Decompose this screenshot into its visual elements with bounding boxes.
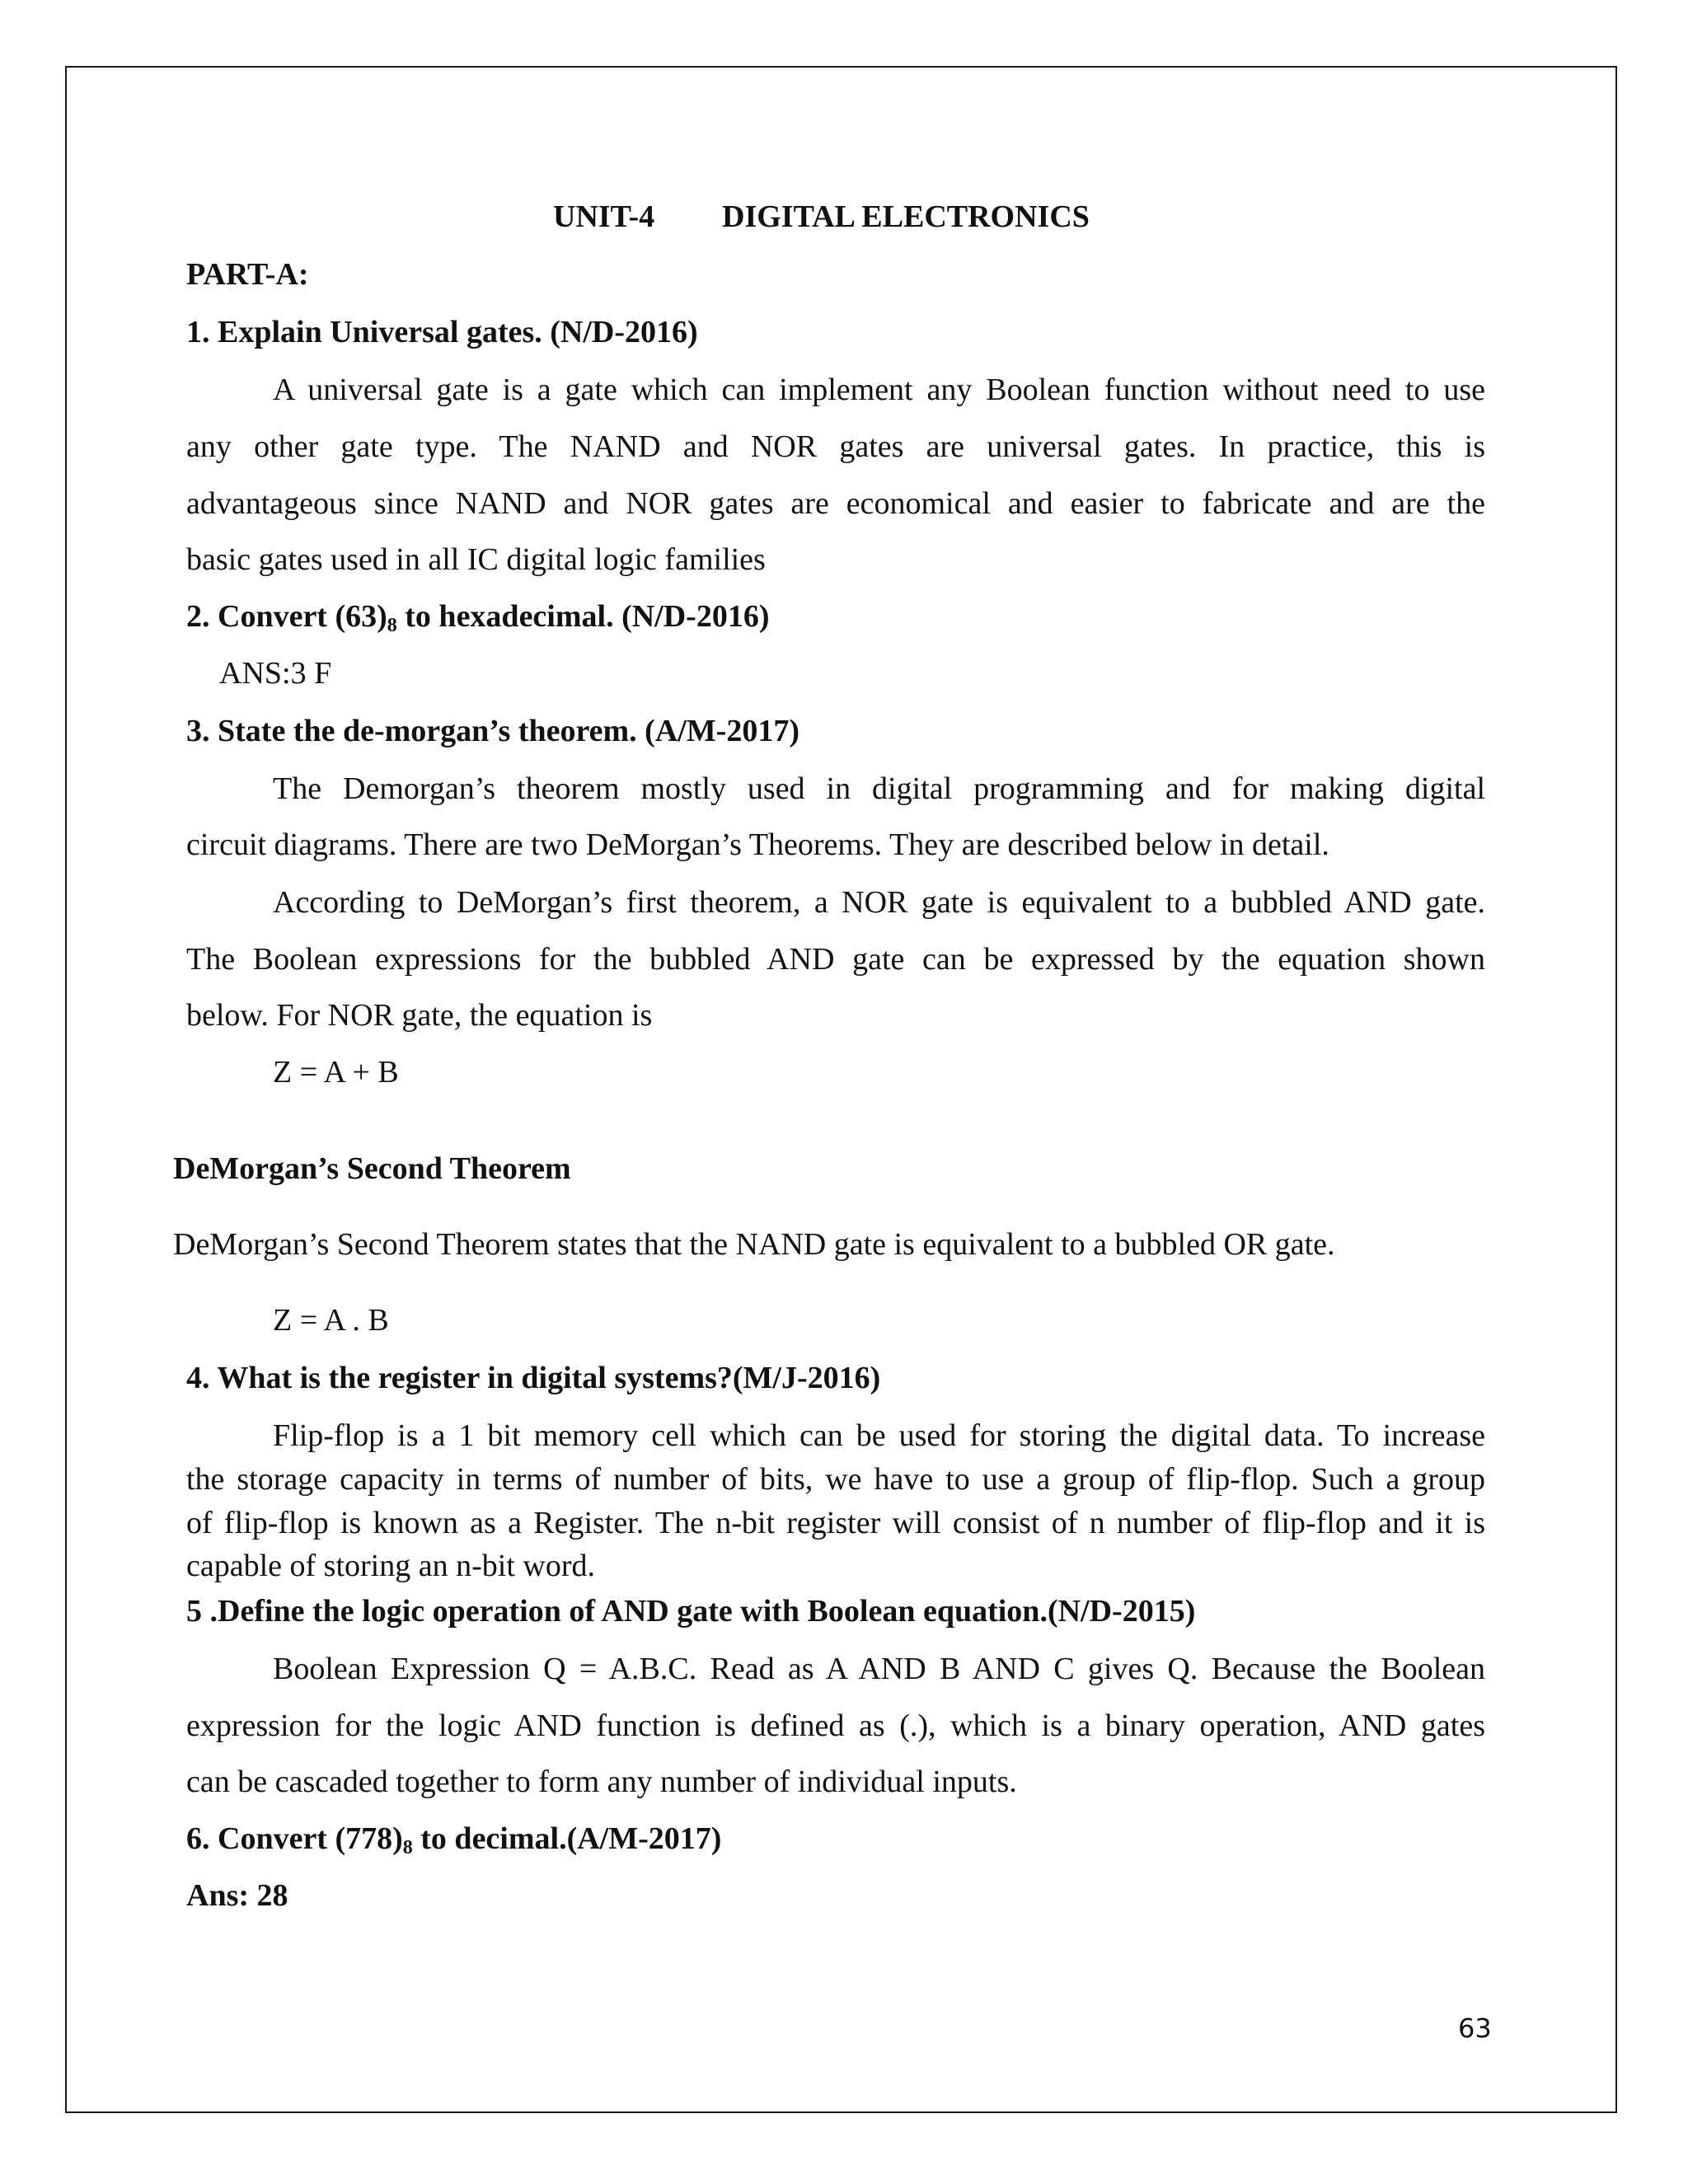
- q4-line-2: the storage capacity in terms of number of bits, we have to use a group of flip-flop. Such a group: [186, 1462, 1485, 1497]
- q3-para2-line-2: The Boolean expressions for the bubbled AND gate can be expressed by the equation shown: [186, 942, 1485, 977]
- q6-answer: Ans: 28: [186, 1878, 288, 1913]
- q2-heading-post: to hexadecimal. (N/D-2016): [396, 599, 770, 634]
- q1-line-1: A universal gate is a gate which can implement any Boolean function without need to use: [273, 373, 1485, 407]
- page-number: 63: [1458, 2013, 1492, 2044]
- question-4-heading: 4. What is the register in digital systems?(M/J-2016): [186, 1361, 881, 1395]
- nor-equation: Z = A + B: [273, 1055, 399, 1090]
- question-1-heading: 1. Explain Universal gates. (N/D-2016): [186, 315, 698, 349]
- q6-heading-subscript: 8: [402, 1837, 413, 1858]
- q5-line-3: can be cascaded together to form any number of individual inputs.: [186, 1765, 1017, 1799]
- q1-line-2: any other gate type. The NAND and NOR gates are universal gates. In practice, this is: [186, 429, 1485, 464]
- demorgan-second-heading: DeMorgan’s Second Theorem: [173, 1151, 571, 1186]
- question-3-heading: 3. State the de-morgan’s theorem. (A/M-2017): [186, 714, 799, 748]
- q3-para2-line-1: According to DeMorgan’s first theorem, a NOR gate is equivalent to a bubbled AND gate.: [273, 885, 1485, 920]
- nand-equation: Z = A . B: [273, 1303, 389, 1338]
- q5-line-2: expression for the logic AND function is defined as (.), which is a binary operation, AND gates: [186, 1708, 1485, 1743]
- q2-heading-pre: 2. Convert (63): [186, 599, 387, 634]
- q3-para2-line-3: below. For NOR gate, the equation is: [186, 998, 653, 1033]
- q2-heading-subscript: 8: [387, 615, 397, 636]
- q4-line-4: capable of storing an n-bit word.: [186, 1549, 595, 1583]
- question-2-heading: [186, 599, 769, 635]
- q4-line-1: Flip-flop is a 1 bit memory cell which can be used for storing the digital data. To increase: [273, 1418, 1485, 1453]
- q5-line-1: Boolean Expression Q = A.B.C. Read as A AND B AND C gives Q. Because the Boolean: [273, 1652, 1485, 1686]
- unit-label: UNIT-4: [553, 199, 655, 234]
- subject-title: DIGITAL ELECTRONICS: [722, 199, 1090, 234]
- q1-line-4: basic gates used in all IC digital logic families: [186, 542, 766, 577]
- q6-heading-pre: 6. Convert (778): [186, 1821, 403, 1856]
- q1-line-3: advantageous since NAND and NOR gates are economical and easier to fabricate and are the: [186, 486, 1485, 521]
- question-6-heading: [186, 1821, 721, 1858]
- q2-answer: ANS:3 F: [219, 656, 332, 691]
- q4-line-3: of flip-flop is known as a Register. The n-bit register will consist of n number of flip-flop and it is: [186, 1506, 1485, 1540]
- demorgan-second-text: DeMorgan’s Second Theorem states that the NAND gate is equivalent to a bubbled OR gate.: [173, 1227, 1335, 1262]
- part-label: PART-A:: [186, 257, 309, 292]
- question-5-heading: 5 .Define the logic operation of AND gate with Boolean equation.(N/D-2015): [186, 1594, 1196, 1629]
- q3-para1-line-1: The Demorgan’s theorem mostly used in digital programming and for making digital: [273, 771, 1485, 806]
- q6-heading-post: to decimal.(A/M-2017): [412, 1821, 722, 1856]
- q3-para1-line-2: circuit diagrams. There are two DeMorgan’s Theorems. They are described below in detail.: [186, 827, 1329, 862]
